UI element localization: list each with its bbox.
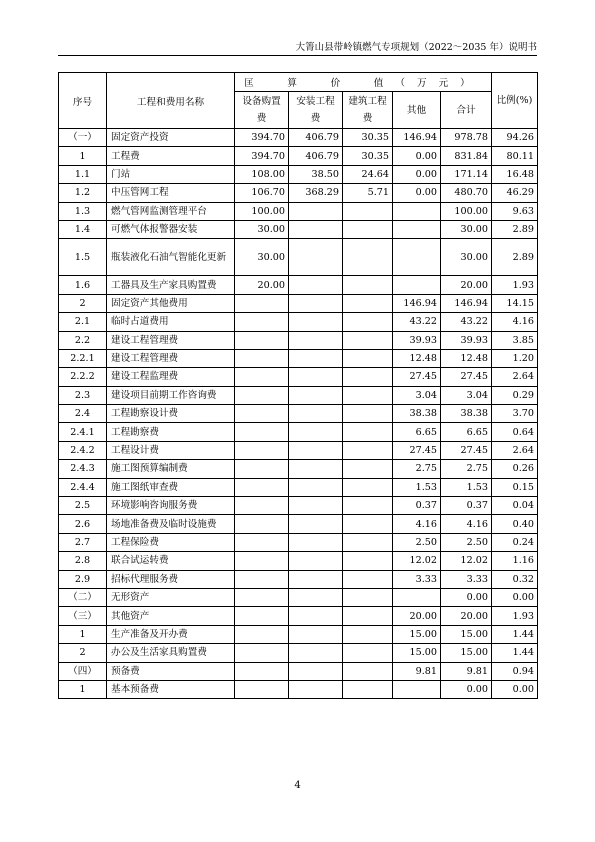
row-install-cell: [289, 441, 343, 459]
row-total-cell: 0.00: [441, 588, 492, 606]
row-equipment-cell: [235, 368, 289, 386]
row-construct-cell: [343, 662, 393, 680]
row-total-cell: 38.38: [441, 405, 492, 423]
row-other-cell: 6.65: [393, 423, 441, 441]
row-other-cell: 3.33: [393, 570, 441, 588]
row-construct-cell: [343, 239, 393, 276]
row-seq-cell: 1.6: [59, 276, 107, 294]
row-name-cell: 基本预备费: [107, 680, 235, 698]
row-install-cell: [289, 662, 343, 680]
row-other-cell: [393, 220, 441, 238]
row-equipment-cell: [235, 460, 289, 478]
row-ratio-cell: 1.20: [492, 349, 538, 367]
table-row: [59, 129, 538, 147]
row-total-cell: 4.16: [441, 515, 492, 533]
row-seq-cell: 2.2.1: [59, 349, 107, 367]
row-name-cell: 预备费: [107, 662, 235, 680]
row-equipment-cell: [235, 294, 289, 312]
row-construct-cell: [343, 478, 393, 496]
row-seq-cell: 1.3: [59, 202, 107, 220]
row-ratio-cell: 0.29: [492, 386, 538, 404]
row-equipment-cell: 394.70: [235, 129, 289, 147]
row-install-cell: [289, 202, 343, 220]
row-ratio-cell: 2.64: [492, 441, 538, 459]
row-construct-cell: [343, 441, 393, 459]
row-seq-cell: 1: [59, 625, 107, 643]
row-other-cell: 12.02: [393, 552, 441, 570]
row-other-cell: 146.94: [393, 294, 441, 312]
row-ratio-cell: 1.93: [492, 607, 538, 625]
row-seq-cell: 1.2: [59, 184, 107, 202]
row-total-cell: 20.00: [441, 276, 492, 294]
row-total-cell: 15.00: [441, 644, 492, 662]
row-install-cell: [289, 220, 343, 238]
row-construct-cell: [343, 497, 393, 515]
row-install-cell: [289, 349, 343, 367]
row-ratio-cell: 1.16: [492, 552, 538, 570]
row-construct-cell: [343, 386, 393, 404]
row-seq-cell: 2: [59, 294, 107, 312]
row-construct-cell: [343, 644, 393, 662]
row-ratio-cell: 0.00: [492, 588, 538, 606]
row-total-cell: 978.78: [441, 129, 492, 147]
row-name-cell: 工程设计费: [107, 441, 235, 459]
row-construct-cell: [343, 423, 393, 441]
row-equipment-cell: [235, 552, 289, 570]
row-seq-cell: 2.5: [59, 497, 107, 515]
row-total-cell: 146.94: [441, 294, 492, 312]
row-seq-cell: （一）: [59, 129, 107, 147]
row-name-cell: 办公及生活家具购置费: [107, 644, 235, 662]
table-row: [59, 386, 538, 404]
row-construct-cell: [343, 368, 393, 386]
table-body: [59, 129, 538, 699]
table-row: [59, 625, 538, 643]
row-equipment-cell: 20.00: [235, 276, 289, 294]
row-other-cell: 38.38: [393, 405, 441, 423]
row-install-cell: [289, 386, 343, 404]
row-total-cell: 12.48: [441, 349, 492, 367]
header-other: 其他: [393, 92, 441, 129]
row-ratio-cell: 1.44: [492, 644, 538, 662]
page-header: 大箐山县带岭镇燃气专项规划（2022～2035 年）说明书: [58, 41, 537, 56]
row-ratio-cell: 9.63: [492, 202, 538, 220]
row-equipment-cell: [235, 533, 289, 551]
row-name-cell: 联合试运转费: [107, 552, 235, 570]
table-row: [59, 423, 538, 441]
table-row: [59, 644, 538, 662]
row-equipment-cell: [235, 515, 289, 533]
row-other-cell: 27.45: [393, 441, 441, 459]
header-name: 工程和费用名称: [107, 73, 235, 129]
row-ratio-cell: 80.11: [492, 147, 538, 165]
row-construct-cell: [343, 588, 393, 606]
row-other-cell: 1.53: [393, 478, 441, 496]
table-row: [59, 349, 538, 367]
row-name-cell: 建设工程管理费: [107, 349, 235, 367]
table-row: [59, 441, 538, 459]
row-ratio-cell: 2.64: [492, 368, 538, 386]
row-install-cell: [289, 276, 343, 294]
row-seq-cell: 1: [59, 147, 107, 165]
row-construct-cell: [343, 313, 393, 331]
row-construct-cell: [343, 331, 393, 349]
row-install-cell: [289, 331, 343, 349]
row-construct-cell: [343, 570, 393, 588]
header-estimate-group: 匡 算 价 值（万元）: [235, 73, 492, 92]
row-seq-cell: 2.9: [59, 570, 107, 588]
row-total-cell: 2.75: [441, 460, 492, 478]
row-name-cell: 工程勘察设计费: [107, 405, 235, 423]
row-construct-cell: [343, 607, 393, 625]
row-ratio-cell: 1.44: [492, 625, 538, 643]
row-seq-cell: 2.4.2: [59, 441, 107, 459]
row-equipment-cell: 394.70: [235, 147, 289, 165]
row-total-cell: 0.00: [441, 680, 492, 698]
row-name-cell: 建设工程管理费: [107, 331, 235, 349]
row-other-cell: [393, 202, 441, 220]
row-ratio-cell: 2.89: [492, 220, 538, 238]
row-equipment-cell: 108.00: [235, 165, 289, 183]
row-construct-cell: [343, 202, 393, 220]
table-row: [59, 276, 538, 294]
row-equipment-cell: [235, 441, 289, 459]
row-ratio-cell: 0.00: [492, 680, 538, 698]
row-ratio-cell: 0.24: [492, 533, 538, 551]
row-other-cell: 3.04: [393, 386, 441, 404]
row-equipment-cell: [235, 478, 289, 496]
page-number: 4: [294, 780, 301, 791]
row-name-cell: 建设工程监理费: [107, 368, 235, 386]
row-install-cell: [289, 552, 343, 570]
row-seq-cell: 2.2.2: [59, 368, 107, 386]
row-install-cell: [289, 294, 343, 312]
row-equipment-cell: [235, 625, 289, 643]
row-construct-cell: [343, 405, 393, 423]
row-install-cell: [289, 497, 343, 515]
row-install-cell: [289, 239, 343, 276]
row-equipment-cell: 100.00: [235, 202, 289, 220]
row-other-cell: 9.81: [393, 662, 441, 680]
table-row: [59, 368, 538, 386]
row-other-cell: 0.00: [393, 165, 441, 183]
row-equipment-cell: [235, 349, 289, 367]
table-row: [59, 147, 538, 165]
row-install-cell: [289, 460, 343, 478]
row-install-cell: [289, 368, 343, 386]
row-other-cell: 27.45: [393, 368, 441, 386]
table-row: [59, 533, 538, 551]
row-other-cell: [393, 680, 441, 698]
row-equipment-cell: [235, 662, 289, 680]
row-seq-cell: 1.4: [59, 220, 107, 238]
row-install-cell: [289, 515, 343, 533]
row-name-cell: 工程勘察费: [107, 423, 235, 441]
row-other-cell: 2.50: [393, 533, 441, 551]
row-other-cell: 39.93: [393, 331, 441, 349]
row-total-cell: 831.84: [441, 147, 492, 165]
header-construct: 建筑工程费: [343, 92, 393, 129]
row-name-cell: 工程保险费: [107, 533, 235, 551]
row-equipment-cell: [235, 570, 289, 588]
row-seq-cell: 2.6: [59, 515, 107, 533]
row-ratio-cell: 14.15: [492, 294, 538, 312]
row-other-cell: [393, 276, 441, 294]
row-install-cell: 406.79: [289, 147, 343, 165]
row-total-cell: 3.04: [441, 386, 492, 404]
row-seq-cell: 2.3: [59, 386, 107, 404]
row-name-cell: 工程费: [107, 147, 235, 165]
row-other-cell: 15.00: [393, 644, 441, 662]
table-row: [59, 588, 538, 606]
row-other-cell: 2.75: [393, 460, 441, 478]
row-equipment-cell: [235, 497, 289, 515]
row-construct-cell: 30.35: [343, 129, 393, 147]
row-name-cell: 其他资产: [107, 607, 235, 625]
row-seq-cell: （三）: [59, 607, 107, 625]
row-equipment-cell: [235, 313, 289, 331]
row-total-cell: 171.14: [441, 165, 492, 183]
row-equipment-cell: [235, 644, 289, 662]
row-construct-cell: [343, 220, 393, 238]
row-equipment-cell: 30.00: [235, 239, 289, 276]
row-ratio-cell: 0.26: [492, 460, 538, 478]
row-equipment-cell: [235, 680, 289, 698]
row-install-cell: [289, 644, 343, 662]
header-ratio: 比例(%): [492, 73, 538, 129]
row-seq-cell: 2.4.4: [59, 478, 107, 496]
row-ratio-cell: 0.94: [492, 662, 538, 680]
row-install-cell: [289, 533, 343, 551]
row-install-cell: [289, 588, 343, 606]
cost-estimate-table: [58, 72, 538, 699]
header-seq: 序号: [59, 73, 107, 129]
row-name-cell: 施工图预算编制费: [107, 460, 235, 478]
row-construct-cell: 24.64: [343, 165, 393, 183]
row-ratio-cell: 0.32: [492, 570, 538, 588]
row-construct-cell: [343, 533, 393, 551]
row-seq-cell: （四）: [59, 662, 107, 680]
row-other-cell: [393, 239, 441, 276]
row-seq-cell: （二）: [59, 588, 107, 606]
row-ratio-cell: 2.89: [492, 239, 538, 276]
row-install-cell: [289, 625, 343, 643]
row-total-cell: 6.65: [441, 423, 492, 441]
row-name-cell: 可燃气体报警器安装: [107, 220, 235, 238]
row-other-cell: 4.16: [393, 515, 441, 533]
row-other-cell: 15.00: [393, 625, 441, 643]
table-row: [59, 478, 538, 496]
row-seq-cell: 2.1: [59, 313, 107, 331]
row-install-cell: [289, 478, 343, 496]
row-install-cell: 368.29: [289, 184, 343, 202]
table-row: [59, 294, 538, 312]
row-seq-cell: 2: [59, 644, 107, 662]
row-total-cell: 9.81: [441, 662, 492, 680]
row-total-cell: 30.00: [441, 239, 492, 276]
row-total-cell: 12.02: [441, 552, 492, 570]
row-ratio-cell: 3.85: [492, 331, 538, 349]
row-name-cell: 门站: [107, 165, 235, 183]
row-equipment-cell: [235, 386, 289, 404]
row-other-cell: 0.00: [393, 184, 441, 202]
row-total-cell: 100.00: [441, 202, 492, 220]
row-construct-cell: [343, 552, 393, 570]
row-construct-cell: [343, 625, 393, 643]
row-total-cell: 27.45: [441, 441, 492, 459]
row-ratio-cell: 3.70: [492, 405, 538, 423]
row-equipment-cell: 30.00: [235, 220, 289, 238]
row-seq-cell: 2.4: [59, 405, 107, 423]
header-total: 合计: [441, 92, 492, 129]
row-seq-cell: 2.4.1: [59, 423, 107, 441]
row-construct-cell: [343, 349, 393, 367]
row-seq-cell: 1.1: [59, 165, 107, 183]
row-name-cell: 临时占道费用: [107, 313, 235, 331]
row-other-cell: 0.00: [393, 147, 441, 165]
row-seq-cell: 2.8: [59, 552, 107, 570]
row-construct-cell: [343, 294, 393, 312]
row-install-cell: 38.50: [289, 165, 343, 183]
row-equipment-cell: [235, 588, 289, 606]
row-seq-cell: 1.5: [59, 239, 107, 276]
row-construct-cell: [343, 515, 393, 533]
row-ratio-cell: 0.04: [492, 497, 538, 515]
row-seq-cell: 2.2: [59, 331, 107, 349]
row-name-cell: 固定资产投资: [107, 129, 235, 147]
row-total-cell: 0.37: [441, 497, 492, 515]
table-row: [59, 165, 538, 183]
row-name-cell: 招标代理服务费: [107, 570, 235, 588]
row-install-cell: [289, 423, 343, 441]
table-row: [59, 662, 538, 680]
row-ratio-cell: 46.29: [492, 184, 538, 202]
row-seq-cell: 1: [59, 680, 107, 698]
row-equipment-cell: [235, 405, 289, 423]
row-other-cell: 0.37: [393, 497, 441, 515]
row-equipment-cell: [235, 423, 289, 441]
header-equipment: 设备购置费: [235, 92, 289, 129]
row-total-cell: 15.00: [441, 625, 492, 643]
table-row: [59, 184, 538, 202]
row-other-cell: 146.94: [393, 129, 441, 147]
row-total-cell: 480.70: [441, 184, 492, 202]
row-name-cell: 生产准备及开办费: [107, 625, 235, 643]
row-total-cell: 2.50: [441, 533, 492, 551]
row-total-cell: 39.93: [441, 331, 492, 349]
row-install-cell: 406.79: [289, 129, 343, 147]
table-row: [59, 497, 538, 515]
row-other-cell: 20.00: [393, 607, 441, 625]
table-row: [59, 460, 538, 478]
row-name-cell: 中压管网工程: [107, 184, 235, 202]
row-other-cell: 43.22: [393, 313, 441, 331]
row-ratio-cell: 0.15: [492, 478, 538, 496]
table-row: [59, 680, 538, 698]
row-ratio-cell: 4.16: [492, 313, 538, 331]
row-seq-cell: 2.7: [59, 533, 107, 551]
row-other-cell: [393, 588, 441, 606]
row-equipment-cell: [235, 331, 289, 349]
row-ratio-cell: 0.40: [492, 515, 538, 533]
row-name-cell: 燃气管网监测管理平台: [107, 202, 235, 220]
table-row: [59, 239, 538, 276]
row-name-cell: 环境影响咨询服务费: [107, 497, 235, 515]
row-name-cell: 工器具及生产家具购置费: [107, 276, 235, 294]
row-equipment-cell: 106.70: [235, 184, 289, 202]
row-construct-cell: [343, 680, 393, 698]
row-equipment-cell: [235, 607, 289, 625]
row-name-cell: 建设项目前期工作咨询费: [107, 386, 235, 404]
row-total-cell: 1.53: [441, 478, 492, 496]
table-row: [59, 552, 538, 570]
row-other-cell: 12.48: [393, 349, 441, 367]
table-row: [59, 220, 538, 238]
table-row: [59, 570, 538, 588]
row-total-cell: 43.22: [441, 313, 492, 331]
table-row: [59, 202, 538, 220]
row-ratio-cell: 16.48: [492, 165, 538, 183]
table-row: [59, 313, 538, 331]
row-install-cell: [289, 680, 343, 698]
table-row: [59, 405, 538, 423]
row-ratio-cell: 0.64: [492, 423, 538, 441]
row-total-cell: 20.00: [441, 607, 492, 625]
row-ratio-cell: 1.93: [492, 276, 538, 294]
row-total-cell: 27.45: [441, 368, 492, 386]
row-construct-cell: [343, 276, 393, 294]
row-construct-cell: 30.35: [343, 147, 393, 165]
row-install-cell: [289, 405, 343, 423]
table-row: [59, 331, 538, 349]
row-name-cell: 场地准备费及临时设施费: [107, 515, 235, 533]
row-name-cell: 施工图纸审查费: [107, 478, 235, 496]
row-name-cell: 固定资产其他费用: [107, 294, 235, 312]
row-construct-cell: 5.71: [343, 184, 393, 202]
row-construct-cell: [343, 460, 393, 478]
table-row: [59, 515, 538, 533]
row-total-cell: 30.00: [441, 220, 492, 238]
row-install-cell: [289, 570, 343, 588]
row-seq-cell: 2.4.3: [59, 460, 107, 478]
table-row: [59, 607, 538, 625]
row-ratio-cell: 94.26: [492, 129, 538, 147]
row-install-cell: [289, 607, 343, 625]
header-install: 安装工程费: [289, 92, 343, 129]
row-name-cell: 瓶装液化石油气智能化更新: [107, 239, 235, 276]
row-name-cell: 无形资产: [107, 588, 235, 606]
row-install-cell: [289, 313, 343, 331]
row-total-cell: 3.33: [441, 570, 492, 588]
